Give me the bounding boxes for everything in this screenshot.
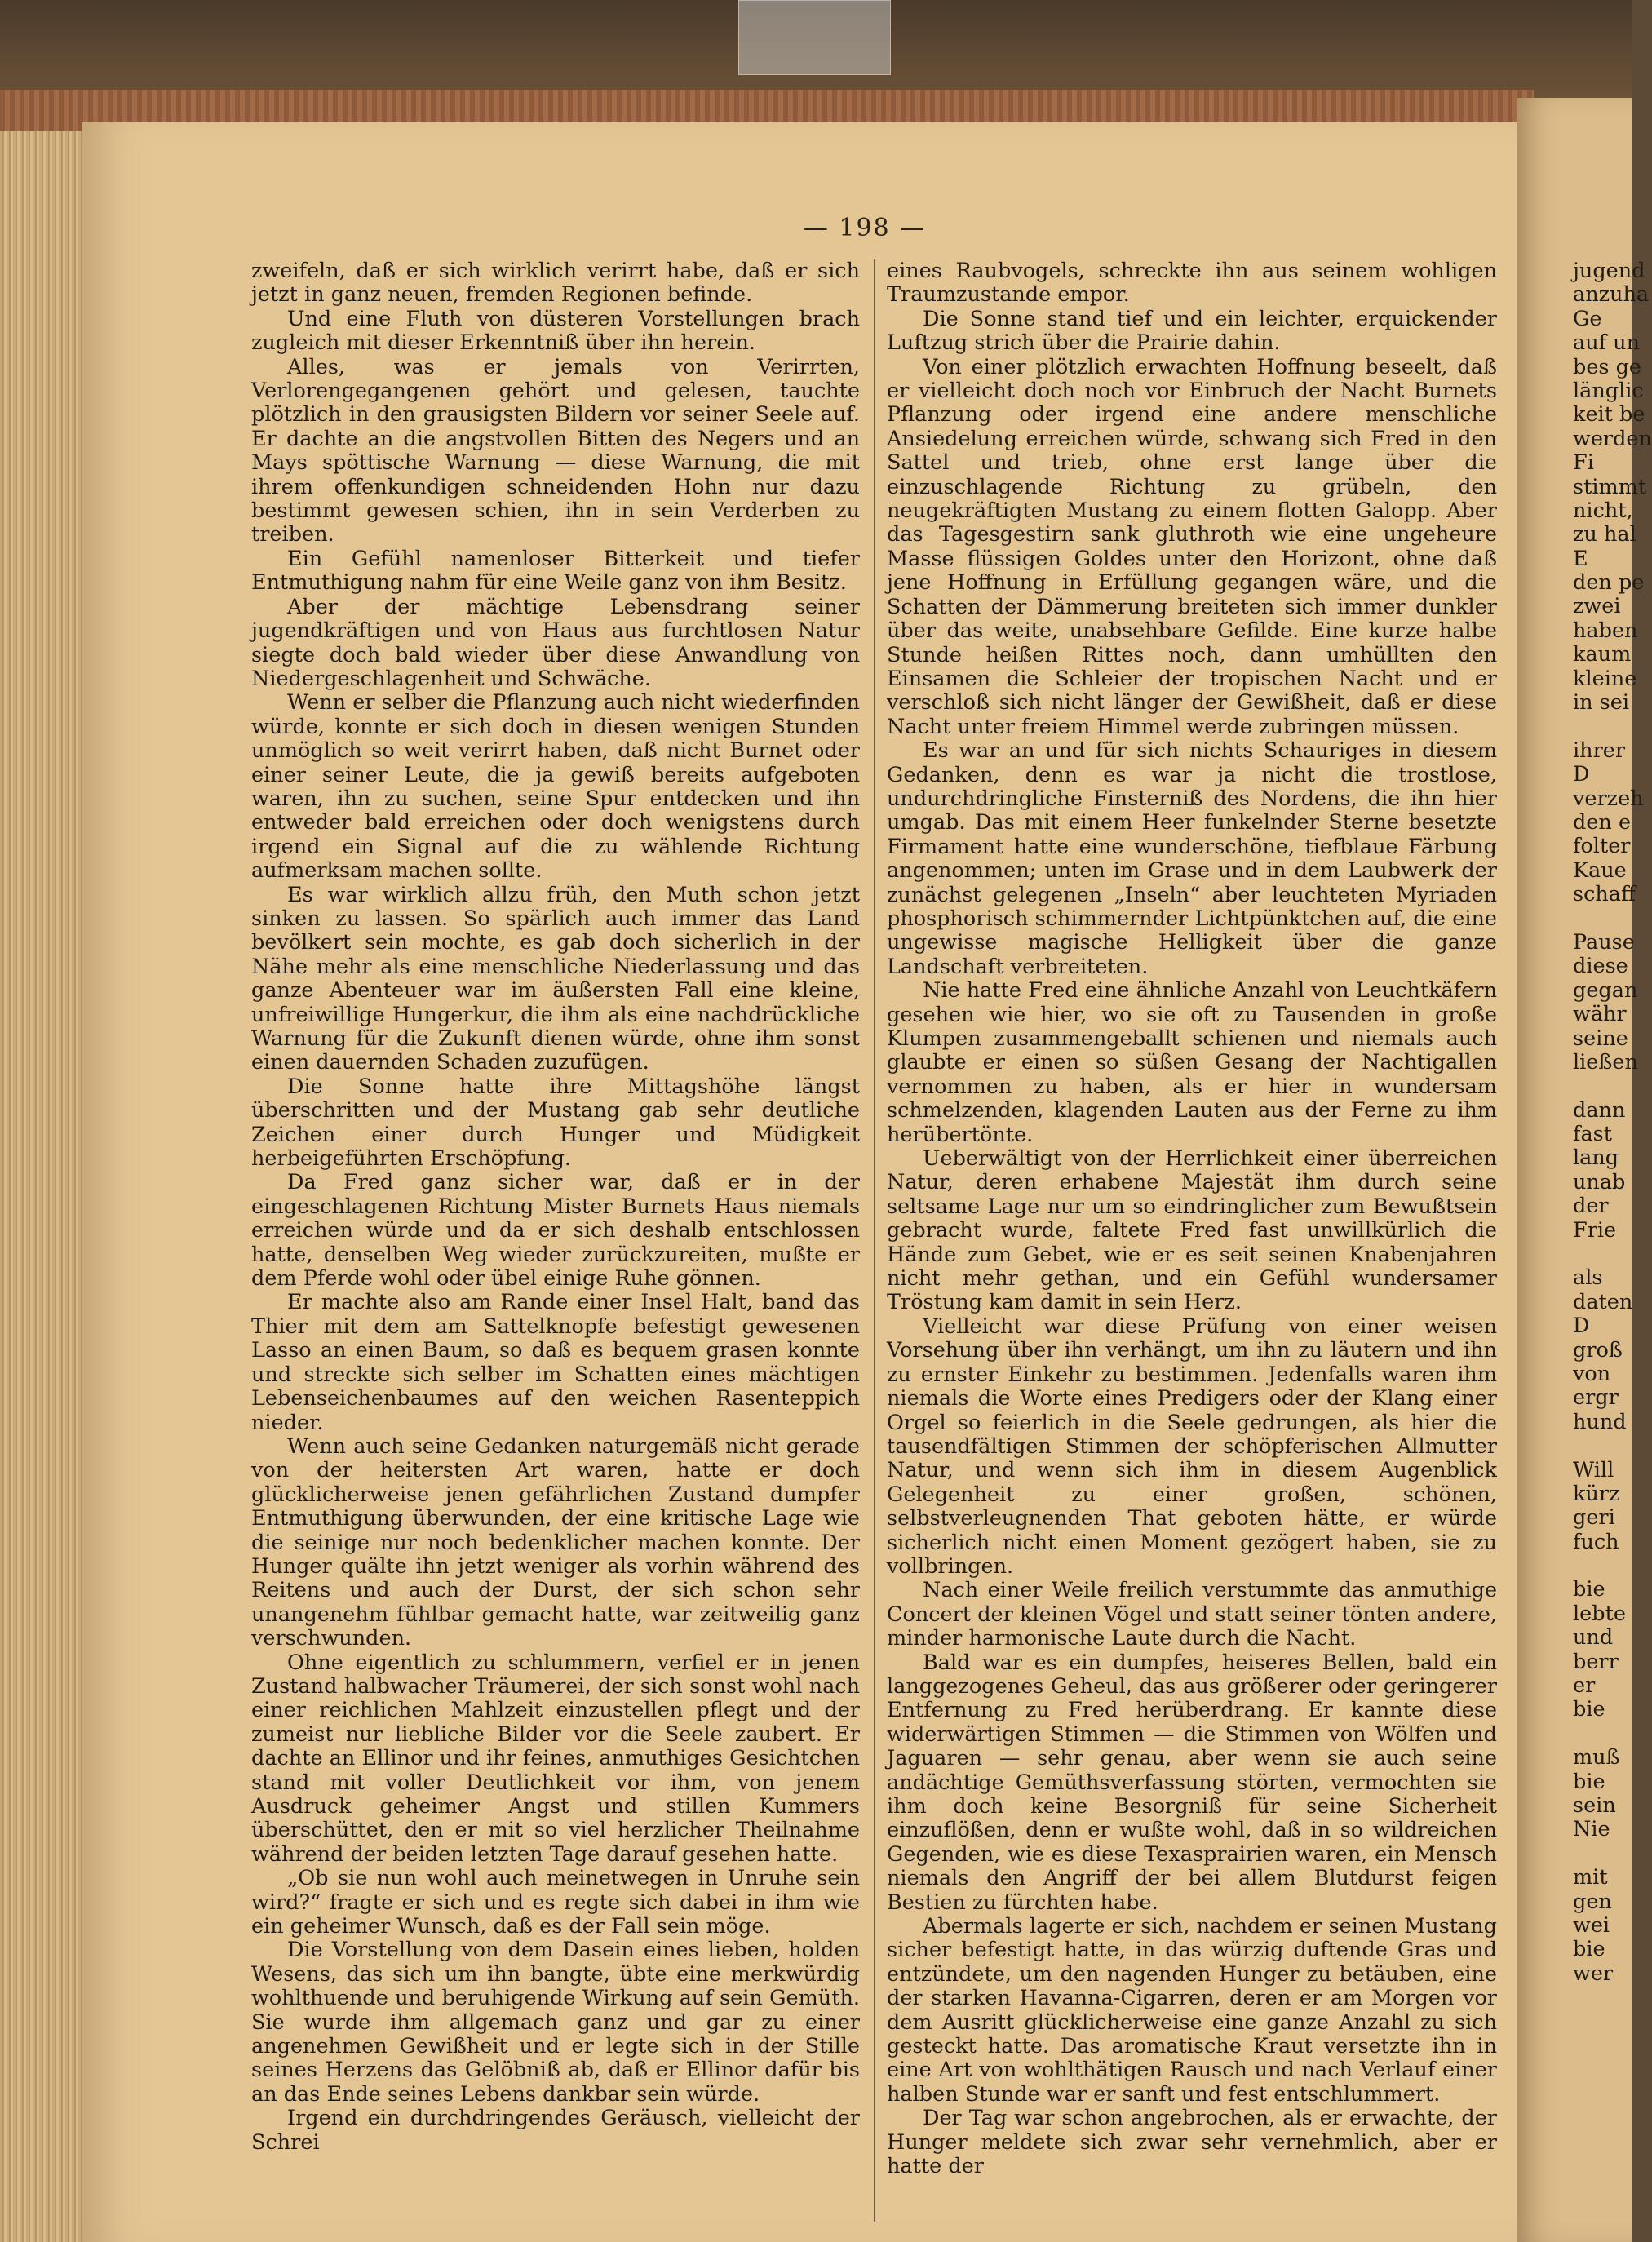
text-fragment: ergr xyxy=(1573,1385,1619,1411)
text-fragment: haben xyxy=(1573,618,1638,643)
paragraph: Die Sonne hatte ihre Mittagshöhe längst überschritten und der Mustang gab sehr deutliche Zeichen einer durch Hunger und Müdigkeit herbeigeführten Erschöpfung. xyxy=(251,1074,860,1172)
text-fragment: seine xyxy=(1573,1026,1628,1051)
paragraph: Wenn er selber die Pflanzung auch nicht wiederfinden würde, konnte er sich doch in diesen wenigen Stunden unmöglich so weit verirrt haben, daß nicht Burnet oder einer seiner Leute, die ja gewiß bereits aufgeboten waren, ihn zu suchen, seine Spur entdecken und ihn entweder bald erreichen oder doch wenigstens durch irgend ein Signal auf die zu wählende Richtung aufmerksam machen sollte. xyxy=(251,690,860,884)
text-fragment: schaff xyxy=(1573,882,1636,907)
paragraph: eines Raubvogels, schreckte ihn aus seinem wohligen Traumzustande empor. xyxy=(887,259,1497,308)
text-fragment: wei xyxy=(1573,1912,1610,1938)
page-number: — 198 — xyxy=(803,214,927,242)
text-fragment: gen xyxy=(1573,1889,1612,1914)
text-fragment: Frie xyxy=(1573,1217,1617,1243)
paragraph: Aber der mächtige Lebensdrang seiner jugendkräftigen und von Haus aus furchtlosen Natur siegte doch bald wieder über diese Anwandlung von Niedergeschlagenheit und Schwäche. xyxy=(251,594,860,691)
text-fragment: und xyxy=(1573,1625,1614,1650)
text-fragment: D xyxy=(1573,762,1590,787)
text-fragment: bie xyxy=(1573,1769,1605,1794)
text-fragment: ließen xyxy=(1573,1049,1638,1074)
paragraph: Die Vorstellung von dem Dasein eines lieben, holden Wesens, das sich um ihn bangte, übte eine merkwürdig wohlthuende und beruhigende Wirkung auf sein Gemüth. Sie wurde ihm allgemach ganz und gar zu einer angenehmen Gewißheit und er legte sich in der Stille seines Herzens das Gelöbniß ab, daß er Ellinor dafür bis an das Ende seines Lebens dankbar sein würde. xyxy=(251,1938,860,2107)
text-fragment: bie xyxy=(1573,1697,1605,1722)
text-fragment xyxy=(1573,1842,1632,1866)
text-fragment xyxy=(1573,1554,1632,1578)
text-fragment: nicht, xyxy=(1573,498,1633,523)
text-fragment: jugend xyxy=(1573,259,1645,283)
text-fragment: als xyxy=(1573,1265,1603,1291)
paragraph: „Ob sie nun wohl auch meinetwegen in Unruhe sein wird?“ fragte er sich und es regte sich dabei in ihm wie ein geheimer Wunsch, daß es der Fall sein möge. xyxy=(251,1866,860,1939)
text-fragment: muß xyxy=(1573,1745,1620,1770)
text-fragment: Pause xyxy=(1573,929,1635,955)
next-page-text-fragments xyxy=(1573,259,1652,1986)
text-fragment: den e xyxy=(1573,809,1632,835)
text-fragment: fuch xyxy=(1573,1529,1619,1554)
paragraph: Nie hatte Fred eine ähnliche Anzahl von Leuchtkäfern gesehen wie hier, wo sie oft zu Tausenden in große Klumpen zusammengeballt schienen und niemals auch glaubte er einen so süßen Gesang der Nachtigallen vernommen zu haben, als er hier in wundersam schmelzenden, klagenden Lauten aus der Ferne zu ihm herübertönte. xyxy=(887,978,1497,1147)
text-fragment: keit be xyxy=(1573,402,1645,428)
column-divider xyxy=(874,259,875,2222)
text-fragment: daten xyxy=(1573,1289,1633,1314)
text-fragment: lang xyxy=(1573,1145,1619,1171)
text-fragment xyxy=(1573,907,1632,931)
text-fragment: dann xyxy=(1573,1097,1626,1123)
paragraph: Ein Gefühl namenloser Bitterkeit und tiefer Entmuthigung nahm für eine Weile ganz von ihm Besitz. xyxy=(251,546,860,596)
text-fragment: auf un xyxy=(1573,330,1641,356)
text-fragment: verzeh xyxy=(1573,786,1644,811)
text-fragment: sein xyxy=(1573,1793,1616,1818)
paragraph: Nach einer Weile freilich verstummte das anmuthige Concert der kleinen Vögel und statt seiner tönten andere, minder harmonische Laute durch die Nacht. xyxy=(887,1578,1497,1651)
paragraph: zweifeln, daß er sich wirklich verirrt habe, daß er sich jetzt in ganz neuen, fremden Regionen befinde. xyxy=(251,259,860,308)
text-fragment: in sei xyxy=(1573,690,1630,716)
adhesive-tape xyxy=(738,0,891,75)
text-fragment: geri xyxy=(1573,1505,1615,1531)
text-fragment xyxy=(1573,1074,1632,1098)
text-fragment: zu hal xyxy=(1573,522,1636,547)
paragraph: Von einer plötzlich erwachten Hoffnung beseelt, daß er vielleicht doch noch vor Einbruch der Nacht Burnets Pflanzung oder irgend eine andere menschliche Ansiedelung erreichen würde, schwang sich Fred in den Sattel und trieb, ohne erst lange über die einzuschlagende Richtung zu grübeln, den neugekräftigten Mustang zu einem flotten Galopp. Aber das Tagesgestirn sank gluthroth wie eine ungeheure Masse flüssigen Goldes unter den Horizont, ohne daß jene Hoffnung in Erfüllung gegangen wäre, und die Schatten der Dämmerung breiteten sich immer dunkler über das weite, unabsehbare Gefilde. Eine kurze halbe Stunde heißen Rittes noch, dann umhüllten den Einsamen die Schleier der tropischen Nacht und er verschloß sich nicht länger der Gewißheit, daß er diese Nacht unter freiem Himmel werde zubringen müssen. xyxy=(887,354,1497,739)
text-fragment: werden xyxy=(1573,426,1652,451)
text-fragment: bie xyxy=(1573,1577,1605,1602)
paragraph: Und eine Fluth von düsteren Vorstellungen brach zugleich mit dieser Erkenntniß über ihn herein. xyxy=(251,306,860,356)
text-fragment: Nie xyxy=(1573,1817,1610,1842)
text-fragment xyxy=(1573,1434,1632,1458)
paragraph: Alles, was er jemals von Verirrten, Verlorengegangenen gehört und gelesen, tauchte plötzlich in den grausigsten Bildern vor seiner Seele auf. Er dachte an die angstvollen Bitten des Negers und an Mays spöttische Warnung — diese Warnung, die mit ihrem offenkundigen schneidenden Hohn nur dazu bestimmt gewesen schien, ihn in sein Verderben zu treiben. xyxy=(251,354,860,547)
text-fragment: fast xyxy=(1573,1122,1612,1147)
text-fragment: anzuha xyxy=(1573,282,1650,308)
text-fragment: bie xyxy=(1573,1937,1605,1962)
text-fragment: kürz xyxy=(1573,1481,1620,1506)
text-fragment: hund xyxy=(1573,1409,1627,1434)
text-fragment: mit xyxy=(1573,1865,1608,1890)
text-fragment: groß xyxy=(1573,1337,1623,1362)
paragraph: Der Tag war schon angebrochen, als er erwachte, der Hunger meldete sich zwar sehr vernehmlich, aber er hatte der xyxy=(887,2106,1497,2179)
text-fragment xyxy=(1573,1722,1632,1746)
text-fragment: Fi xyxy=(1573,450,1594,476)
text-fragment: er xyxy=(1573,1673,1596,1699)
text-fragment: kleine xyxy=(1573,666,1637,691)
paragraph: Wenn auch seine Gedanken naturgemäß nicht gerade von der heitersten Art waren, hatte er doch glücklicherweise jenen gefährlichen Zustand dumpfer Entmuthigung überwunden, der eine kritische Lage wie die seinige nur noch bedenklicher machen konnte. Der Hunger quälte ihn jetzt weniger als vorhin während des Reitens und auch der Durst, der sich schon sehr unangenehm fühlbar gemacht hatte, war zeitweilig ganz verschwunden. xyxy=(251,1433,860,1651)
text-fragment: währ xyxy=(1573,1002,1627,1027)
text-fragment: stimmt xyxy=(1573,474,1647,499)
text-fragment: den pe xyxy=(1573,570,1645,596)
text-fragment: E xyxy=(1573,546,1588,571)
text-fragment xyxy=(1573,1243,1632,1266)
text-fragment: Ge xyxy=(1573,306,1602,331)
text-fragment xyxy=(1573,715,1632,738)
paragraph: Irgend ein durchdringendes Geräusch, vielleicht der Schrei xyxy=(251,2106,860,2155)
text-fragment: der xyxy=(1573,1194,1609,1219)
paragraph: Ohne eigentlich zu schlummern, verfiel er in jenen Zustand halbwacher Träumerei, der sich sonst wohl nach einer reichlichen Mahlzeit einzustellen pflegt und der zumeist nur liebliche Bilder vor die Seele zaubert. Er dachte an Ellinor und ihr feines, anmuthiges Gesichtchen stand mit voller Deutlichkeit vor ihm, von jenem Ausdruck geheimer Angst und stillen Kummers überschüttet, den er mit so viel herzlicher Theilnahme während der beiden letzten Tage darauf gesehen hatte. xyxy=(251,1650,860,1867)
paragraph: Da Fred ganz sicher war, daß er in der eingeschlagenen Richtung Mister Burnets Haus niemals erreichen würde und da er sich deshalb entschlossen hatte, denselben Weg wieder zurückzureiten, mußte er dem Pferde wohl oder übel einige Ruhe gönnen. xyxy=(251,1170,860,1292)
text-fragment: Kaue xyxy=(1573,857,1627,883)
text-fragment: zwei xyxy=(1573,594,1621,619)
text-fragment: D xyxy=(1573,1314,1590,1339)
paragraph: Bald war es ein dumpfes, heiseres Bellen, bald ein langgezogenes Geheul, das aus größerer oder geringerer Entfernung zu Fred herüberdrang. Er kannte diese widerwärtigen Stimmen — die Stimmen von Wölfen und Jaguaren — sehr genau, aber wenn sie auch seine andächtige Gemüthsverfassung störten, vermochten sie ihm doch keine Besorgniß für seine Sicherheit einzuflößen, denn er wußte wohl, daß in so wildreichen Gegenden, wie es diese Texasprairien waren, ein Mensch niemals den Angriff der bei allem Blutdurst feigen Bestien zu fürchten habe. xyxy=(887,1650,1497,1915)
paragraph: Ueberwältigt von der Herrlichkeit einer überreichen Natur, deren erhabene Majestät ihm durch seine seltsame Lage nur um so eindringlicher zum Bewußtsein gebracht wurde, faltete Fred fast unwillkürlich die Hände zum Gebet, wie er es seit seinen Knabenjahren nicht mehr gethan, und ein Gefühl wundersamer Tröstung kam damit in sein Herz. xyxy=(887,1146,1497,1315)
text-fragment: berr xyxy=(1573,1649,1619,1674)
text-fragment: unab xyxy=(1573,1169,1626,1194)
text-fragment: folter xyxy=(1573,834,1631,859)
text-fragment: Will xyxy=(1573,1457,1614,1482)
paragraph: Abermals lagerte er sich, nachdem er seinen Mustang sicher befestigt hatte, in das würzig duftende Gras und entzündete, um den nagenden Hunger zu betäuben, eine der starken Havanna-Cigarren, deren er am Morgen vor dem Ausritt glücklicherweise eine ganze Anzahl zu sich gesteckt hatte. Das aromatische Kraut versetzte ihn in eine Art von wohlthätigen Rausch und nach Verlauf einer halben Stunde war er sanft und fest entschlummert. xyxy=(887,1914,1497,2107)
left-column xyxy=(251,259,860,2155)
text-fragment: gegan xyxy=(1573,977,1638,1003)
text-fragment: lebte xyxy=(1573,1601,1626,1626)
paragraph: Vielleicht war diese Prüfung von einer weisen Vorsehung über ihn verhängt, um ihn zu läutern und ihn zu ernster Einkehr zu bestimmen. Jedenfalls waren ihm niemals die Worte eines Predigers oder der Klang einer Orgel so feierlich in die Seele gedrungen, als hier die tausendfältigen Stimmen der schöpferischen Allmutter Natur, und wenn sich ihm in diesem Augenblick Gelegenheit zu einer großen, schönen, selbstverleugnenden That geboten hätte, er würde sicherlich nicht einen Moment gezögert haben, sie zu vollbringen. xyxy=(887,1314,1497,1579)
paragraph: Er machte also am Rande einer Insel Halt, band das Thier mit dem am Sattelknopfe befestigt gewesenen Lasso an einen Baum, so daß es bequem grasen konnte und streckte sich selber im Schatten eines mächtigen Lebenseichenbaumes auf den weichen Rasenteppich nieder. xyxy=(251,1290,860,1435)
text-fragment: ihrer xyxy=(1573,738,1626,763)
text-fragment: länglic xyxy=(1573,378,1644,403)
right-column xyxy=(887,259,1497,2179)
text-fragment: von xyxy=(1573,1361,1611,1386)
text-fragment: kaum xyxy=(1573,642,1632,667)
paragraph: Es war wirklich allzu früh, den Muth schon jetzt sinken zu lassen. So spärlich auch immer das Land bevölkert sein mochte, es gab doch sicherlich in der Nähe mehr als eine menschliche Niederlassung und das ganze Abenteuer war im äußersten Fall eine kleine, unfreiwillige Hungerkur, die ihm als eine nachdrückliche Warnung für die Zukunft dienen würde, ohne ihm sonst einen dauernden Schaden zuzufügen. xyxy=(251,882,860,1075)
text-fragment: diese xyxy=(1573,954,1628,979)
text-fragment: wer xyxy=(1573,1961,1614,1986)
text-fragment: bes ge xyxy=(1573,354,1642,379)
paragraph: Es war an und für sich nichts Schauriges in diesem Gedanken, denn es war ja nicht die trostlose, undurchdringliche Finsterniß des Nordens, die ihn hier umgab. Das mit einem Heer funkelnder Sterne besetzte Firmament hatte eine wunderschöne, tiefblaue Färbung angenommen; unten im Grase und in dem Laubwerk der zunächst gelegenen „Inseln“ aber leuchteten Myriaden phosphorisch schimmernder Lichtpünktchen auf, die eine ungewisse magische Helligkeit über die ganze Landschaft verbreiteten. xyxy=(887,738,1497,979)
paragraph: Die Sonne stand tief und ein leichter, erquickender Luftzug strich über die Prairie dahin. xyxy=(887,306,1497,356)
